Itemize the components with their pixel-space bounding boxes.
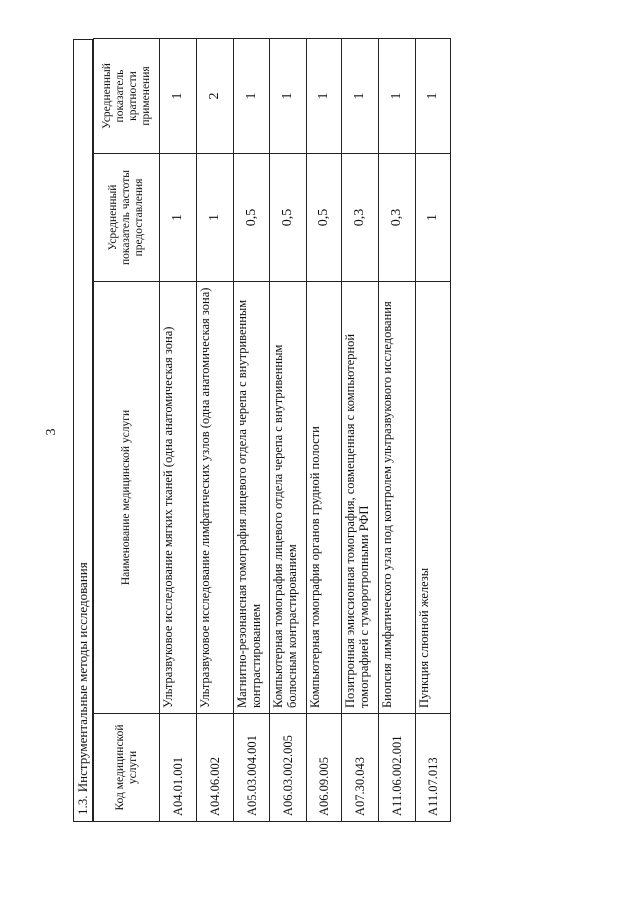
cell-frequency: 0,3	[378, 154, 415, 282]
section-title: 1.3. Инструментальные методы исследования	[73, 39, 93, 822]
cell-name: Ультразвуковое исследование мягких тканей (одна анатомическая зона)	[160, 282, 197, 714]
table-row	[197, 39, 234, 822]
table-row	[306, 39, 341, 822]
cell-code: A04.01.001	[160, 714, 197, 822]
header-name: Наименование медицинской услуги	[94, 282, 160, 714]
rotated-document	[73, 39, 451, 822]
cell-multiplicity: 1	[415, 39, 450, 154]
table-row	[270, 39, 306, 822]
cell-multiplicity: 1	[270, 39, 306, 154]
cell-frequency: 1	[415, 154, 450, 282]
cell-name: Магнитно-резонансная томография лицевого отдела черепа с внутривенным контрастированием	[234, 282, 270, 714]
table-row	[378, 39, 415, 822]
cell-name: Компьютерная томография лицевого отдела черепа с внутривенным болюсным контрастированием	[270, 282, 306, 714]
header-multiplicity: Усредненный показатель кратности применения	[94, 39, 160, 154]
cell-multiplicity: 1	[306, 39, 341, 154]
header-frequency: Усредненный показатель частоты предоставления	[94, 154, 160, 282]
table-row	[341, 39, 378, 822]
cell-multiplicity: 1	[341, 39, 378, 154]
cell-frequency: 0,5	[270, 154, 306, 282]
cell-multiplicity: 1	[378, 39, 415, 154]
cell-multiplicity: 1	[234, 39, 270, 154]
page-number: 3	[44, 428, 59, 436]
cell-code: A05.03.004.001	[234, 714, 270, 822]
cell-frequency: 0,3	[341, 154, 378, 282]
table-row	[415, 39, 450, 822]
cell-frequency: 0,5	[234, 154, 270, 282]
cell-name: Биопсия лимфатического узла под контролем ультразвукового исследования	[378, 282, 415, 714]
cell-frequency: 1	[197, 154, 234, 282]
cell-code: A06.09.005	[306, 714, 341, 822]
cell-code: A11.06.002.001	[378, 714, 415, 822]
cell-code: A07.30.043	[341, 714, 378, 822]
cell-name: Позитронная эмиссионная томография, совмещенная с компьютерной томографией с туморотропными РФП	[341, 282, 378, 714]
cell-code: A06.03.002.005	[270, 714, 306, 822]
table-row	[160, 39, 197, 822]
services-table	[93, 38, 451, 822]
table-header-row	[94, 39, 160, 822]
cell-code: A04.06.002	[197, 714, 234, 822]
cell-multiplicity: 1	[160, 39, 197, 154]
cell-multiplicity: 2	[197, 39, 234, 154]
cell-name: Пункция слюнной железы	[415, 282, 450, 714]
header-code: Код медицинской услуги	[94, 714, 160, 822]
table-row	[234, 39, 270, 822]
cell-name: Ультразвуковое исследование лимфатических узлов (одна анатомическая зона)	[197, 282, 234, 714]
cell-frequency: 1	[160, 154, 197, 282]
cell-code: A11.07.013	[415, 714, 450, 822]
cell-frequency: 0,5	[306, 154, 341, 282]
cell-name: Компьютерная томография органов грудной полости	[306, 282, 341, 714]
